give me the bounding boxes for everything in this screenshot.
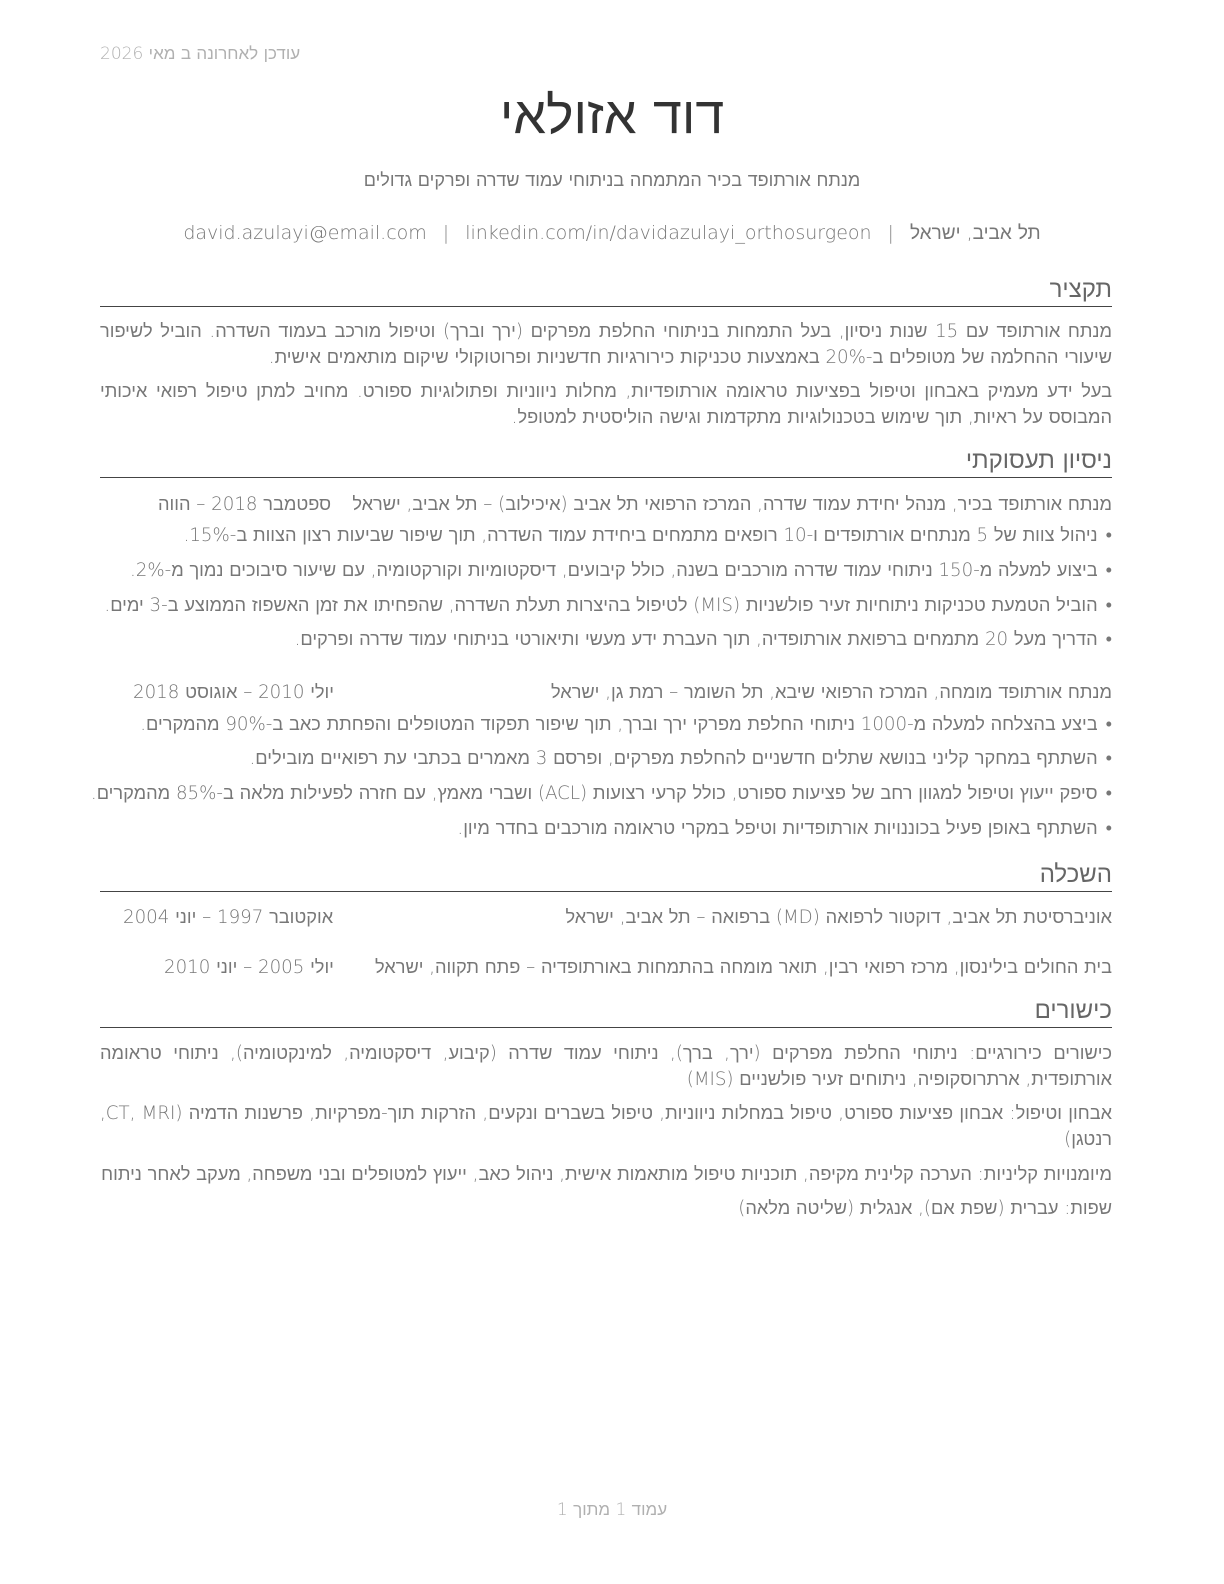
section-title-education: השכלה [100, 858, 1112, 892]
list-item: •הדריך מעל 20 מתמחים ברפואת אורתופדיה, תוך העברת ידע מעשי ותיאורטי בניתוחי עמוד שדרה ופרקים. [294, 629, 1112, 650]
education-item [100, 955, 1112, 981]
summary-paragraph: מנתח אורתופד עם 15 שנות ניסיון, בעל התמחות בניתוחי החלפת מפרקים (ירך וברך) וטיפול מורכב בעמוד השדרה. הוביל לשיפור שיעורי ההחלמה של מטופלים ב-20% באמצעות טכניקות כירורגיות חדשניות ופרוטוקולי שיקום מותאמים אישית. [100, 321, 1112, 368]
tagline: מנתח אורתופד בכיר המתמחה בניתוחי עמוד שדרה ופרקים גדולים [363, 170, 861, 191]
education-text: בית החולים בילינסון, מרכז רפואי רבין, תואר מומחה בהתמחות באורתופדיה – פתח תקווה, ישראל [375, 957, 1112, 978]
separator: | [887, 222, 894, 244]
email-link[interactable]: david.azulayi@email.com [183, 222, 427, 244]
job-heading [100, 680, 1112, 706]
skills-item: אבחון וטיפול: אבחון פציעות ספורט, טיפול במחלות ניווניות, טיפול בשברים ונקעים, הזרקות תוך-מפרקיות, פרשנות הדמיה (CT, MRI, רנטגן) [100, 1103, 1112, 1150]
section-title-summary: תקציר [100, 273, 1112, 307]
last-updated: עודכן לאחרונה ב מאי 2026 [100, 44, 301, 64]
job-title: מנתח אורתופד בכיר, מנהל יחידת עמוד שדרה, המרכז הרפואי תל אביב (איכילוב) – תל אביב, ישראל [352, 494, 1112, 515]
page-number: עמוד 1 מתוך 1 [556, 1500, 668, 1520]
job-dates: יולי 2010 – אוגוסט 2018 [133, 682, 334, 703]
page-title: דוד אזולאי [499, 86, 725, 146]
job-dates: ספטמבר 2018 – הווה [158, 494, 332, 515]
separator: | [442, 222, 450, 244]
skills-item: מיומנויות קליניות: הערכה קלינית מקיפה, תוכניות טיפול מותאמות אישית, ניהול כאב, ייעוץ למטופלים ובני משפחה, מעקב לאחר ניתוח [101, 1164, 1112, 1185]
list-item: •סיפק ייעוץ וטיפול למגוון רחב של פציעות ספורט, כולל קרעי רצועות (ACL) ושברי מאמץ, עם חזרה לפעילות מלאה ב-85% מהמקרים. [90, 783, 1112, 804]
section-title-skills: כישורים [100, 994, 1112, 1028]
list-item: •ניהול צוות של 5 מנתחים אורתופדים ו-10 רופאים מתמחים ביחידת עמוד השדרה, תוך שיפור שביעות רצון הצוות ב-15%. [183, 525, 1112, 546]
education-item [100, 905, 1112, 931]
education-dates: אוקטובר 1997 – יוני 2004 [123, 907, 334, 928]
summary-paragraph: בעל ידע מעמיק באבחון וטיפול בפציעות טראומה אורתופדיות, מחלות ניווניות ופתולוגיות ספורט. מחויב למתן טיפול רפואי איכותי המבוסס על ראיות, תוך שימוש בטכנולוגיות מתקדמות וגישה הוליסטית למטופל. [100, 381, 1112, 428]
education-dates: יולי 2005 – יוני 2010 [164, 957, 334, 978]
contact-line [0, 222, 1224, 245]
skills-item: כישורים כירורגיים: ניתוחי החלפת מפרקים (ירך, ברך), ניתוחי עמוד שדרה (קיבוע, דיסקטומיה, למינקטומיה), ניתוחי טראומה אורתופדית, ארתרוסקופיה, ניתוחים זעיר פולשניים (MIS) [100, 1043, 1112, 1090]
job-title: מנתח אורתופד מומחה, המרכז הרפואי שיבא, תל השומר – רמת גן, ישראל [551, 682, 1112, 703]
list-item: •ביצוע למעלה מ-150 ניתוחי עמוד שדרה מורכבים בשנה, כולל קיבועים, דיסקטומיות וקורקטומיה, עם שיעור סיבוכים נמוך מ-2%. [129, 560, 1112, 581]
skills-item: שפות: עברית (שפת אם), אנגלית (שליטה מלאה) [738, 1198, 1112, 1219]
section-title-experience: ניסיון תעסוקתי [100, 444, 1112, 478]
job-heading [100, 492, 1112, 518]
list-item: •הוביל הטמעת טכניקות ניתוחיות זעיר פולשניות (MIS) לטיפול בהיצרות תעלת השדרה, שהפחיתו את זמן האשפוז הממוצע ב-3 ימים. [104, 595, 1112, 616]
list-item: •השתתף במחקר קליני בנושא שתלים חדשניים להחלפת מפרקים, ופרסם 3 מאמרים בכתבי עת רפואיים מובילים. [249, 748, 1112, 769]
linkedin-link[interactable]: linkedin.com/in/davidazulayi_orthosurgeon [465, 222, 872, 244]
list-item: •השתתף באופן פעיל בכוננויות אורתופדיות וטיפל במקרי טראומה מורכבים בחדר מיון. [457, 818, 1112, 839]
list-item: •ביצע בהצלחה למעלה מ-1000 ניתוחי החלפת מפרקי ירך וברך, תוך שיפור תפקוד המטופלים והפחתת כאב ב-90% מהמקרים. [140, 714, 1112, 735]
location: תל אביב, ישראל [909, 222, 1041, 244]
education-text: אוניברסיטת תל אביב, דוקטור לרפואה (MD) ברפואה – תל אביב, ישראל [565, 907, 1112, 928]
